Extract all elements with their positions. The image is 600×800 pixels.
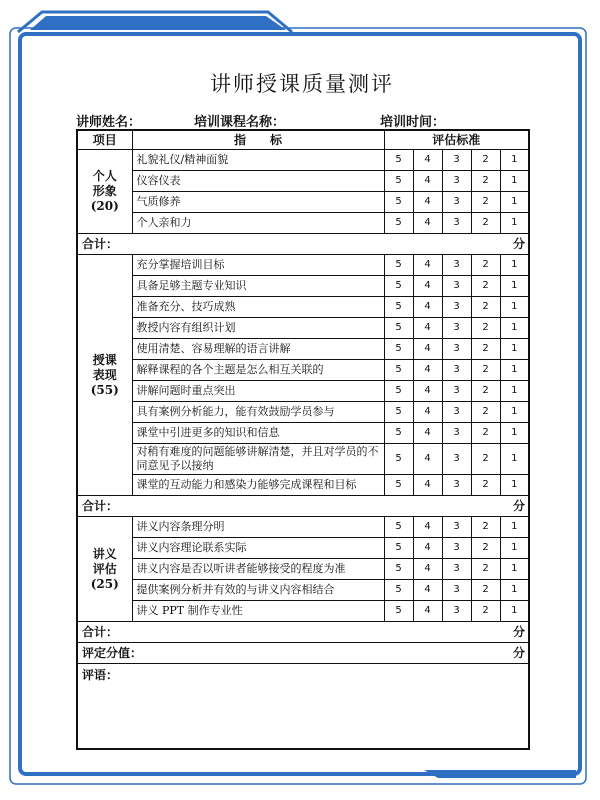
score-option[interactable]: 1 (500, 150, 529, 171)
score-option[interactable]: 4 (413, 171, 442, 192)
score-option[interactable]: 2 (471, 318, 500, 339)
score-option[interactable]: 5 (384, 276, 413, 297)
score-option[interactable]: 2 (471, 360, 500, 381)
comment-cell[interactable] (77, 664, 529, 750)
score-option[interactable]: 3 (442, 150, 471, 171)
section-name-line: 形象 (92, 184, 117, 198)
score-option[interactable]: 2 (471, 297, 500, 318)
score-option[interactable]: 2 (471, 213, 500, 234)
header-row (77, 130, 529, 150)
subtotal-label: 合计： (82, 499, 119, 513)
score-option[interactable]: 5 (384, 150, 413, 171)
score-option[interactable]: 2 (471, 559, 500, 580)
score-option[interactable]: 3 (442, 559, 471, 580)
table-row (77, 213, 529, 234)
score-option[interactable]: 5 (384, 475, 413, 496)
indicator-item: 解释课程的各个主题是怎么相互关联的 (132, 360, 384, 381)
table-row (77, 318, 529, 339)
score-option[interactable]: 1 (500, 297, 529, 318)
score-option[interactable]: 2 (471, 475, 500, 496)
score-option[interactable]: 4 (413, 402, 442, 423)
indicator-item: 课堂中引进更多的知识和信息 (132, 423, 384, 444)
score-option[interactable]: 4 (413, 601, 442, 622)
score-option[interactable]: 2 (471, 381, 500, 402)
score-option[interactable]: 1 (500, 402, 529, 423)
subtotal-row (77, 496, 529, 517)
evaluation-table (76, 129, 530, 750)
score-option[interactable]: 2 (471, 444, 500, 475)
table-row (77, 402, 529, 423)
indicator-item: 准备充分、技巧成熟 (132, 297, 384, 318)
score-option[interactable]: 2 (471, 150, 500, 171)
score-option[interactable]: 1 (500, 213, 529, 234)
table-row (77, 255, 529, 276)
score-option[interactable]: 5 (384, 339, 413, 360)
table-row (77, 517, 529, 538)
info-line (76, 111, 528, 129)
subtotal-row (77, 622, 529, 643)
score-option[interactable]: 4 (413, 255, 442, 276)
score-option[interactable]: 1 (500, 276, 529, 297)
score-option[interactable]: 2 (471, 192, 500, 213)
subtotal-unit: 分 (513, 625, 526, 639)
table-row (77, 444, 529, 475)
score-option[interactable]: 3 (442, 402, 471, 423)
score-option[interactable]: 1 (500, 192, 529, 213)
score-option[interactable]: 1 (500, 423, 529, 444)
score-option[interactable]: 3 (442, 475, 471, 496)
score-option[interactable]: 1 (500, 255, 529, 276)
course-name-label: 培训课程名称： (194, 115, 286, 130)
subtotal-unit: 分 (513, 237, 526, 251)
indicator-item: 具备足够主题专业知识 (132, 276, 384, 297)
table-row (77, 297, 529, 318)
indicator-item: 课堂的互动能力和感染力能够完成课程和目标 (132, 475, 384, 496)
final-score-label: 评定分值： (82, 646, 143, 660)
indicator-item: 提供案例分析并有效的与讲义内容相结合 (132, 580, 384, 601)
score-option[interactable]: 1 (500, 318, 529, 339)
score-option[interactable]: 3 (442, 423, 471, 444)
subtotal-label: 合计： (82, 625, 119, 639)
score-option[interactable]: 5 (384, 297, 413, 318)
table-row (77, 580, 529, 601)
table-row (77, 559, 529, 580)
table-row (77, 171, 529, 192)
comment-row (77, 664, 529, 750)
indicator-item: 讲义 PPT 制作专业性 (132, 601, 384, 622)
score-option[interactable]: 5 (384, 559, 413, 580)
section-name-line: 评估 (92, 561, 117, 576)
score-option[interactable]: 2 (471, 580, 500, 601)
subtotal-cell[interactable] (77, 496, 529, 517)
section-name (77, 517, 132, 622)
comment-label: 评语： (82, 668, 119, 682)
training-time-label: 培训时间： (380, 115, 446, 130)
score-option[interactable]: 4 (413, 360, 442, 381)
score-option[interactable]: 1 (500, 559, 529, 580)
indicator-item: 充分掌握培训目标 (132, 255, 384, 276)
score-option[interactable]: 3 (442, 297, 471, 318)
score-option[interactable]: 5 (384, 171, 413, 192)
section-name-line: 讲义 (92, 546, 117, 561)
table-row (77, 150, 529, 171)
indicator-item: 讲义内容理论联系实际 (132, 538, 384, 559)
score-option[interactable]: 3 (442, 339, 471, 360)
subtotal-cell[interactable] (77, 234, 529, 255)
score-option[interactable]: 1 (500, 339, 529, 360)
section-name-line: (25) (90, 576, 119, 591)
score-option[interactable]: 1 (500, 580, 529, 601)
score-option[interactable]: 2 (471, 276, 500, 297)
score-option[interactable]: 4 (413, 580, 442, 601)
table-row (77, 339, 529, 360)
score-option[interactable]: 4 (413, 192, 442, 213)
score-option[interactable]: 1 (500, 538, 529, 559)
table-row (77, 538, 529, 559)
score-option[interactable]: 3 (442, 276, 471, 297)
indicator-item: 教授内容有组织计划 (132, 318, 384, 339)
final-score-cell[interactable] (77, 643, 529, 664)
score-option[interactable]: 3 (442, 538, 471, 559)
table-row (77, 475, 529, 496)
indicator-item: 讲义内容条理分明 (132, 517, 384, 538)
score-option[interactable]: 1 (500, 601, 529, 622)
score-option[interactable]: 2 (471, 601, 500, 622)
score-option[interactable]: 5 (384, 601, 413, 622)
indicator-item: 仪容仪表 (132, 171, 384, 192)
score-option[interactable]: 2 (471, 339, 500, 360)
lecturer-name-label: 讲师姓名： (76, 115, 142, 130)
score-option[interactable]: 2 (471, 538, 500, 559)
score-option[interactable]: 4 (413, 213, 442, 234)
score-option[interactable]: 2 (471, 423, 500, 444)
evaluation-sheet (76, 60, 528, 750)
indicator-item: 气质修养 (132, 192, 384, 213)
subtotal-cell[interactable] (77, 622, 529, 643)
score-option[interactable]: 3 (442, 213, 471, 234)
score-option[interactable]: 5 (384, 192, 413, 213)
score-option[interactable]: 4 (413, 517, 442, 538)
final-score-row (77, 643, 529, 664)
score-option[interactable]: 3 (442, 444, 471, 475)
section-name-line: (20) (90, 199, 119, 213)
table-row (77, 192, 529, 213)
score-option[interactable]: 3 (442, 318, 471, 339)
score-option[interactable]: 4 (413, 559, 442, 580)
header-project: 项目 (77, 130, 132, 150)
score-option[interactable]: 5 (384, 360, 413, 381)
score-option[interactable]: 5 (384, 318, 413, 339)
indicator-item: 讲义内容是否以听讲者能够接受的程度为准 (132, 559, 384, 580)
score-option[interactable]: 3 (442, 255, 471, 276)
indicator-item: 个人亲和力 (132, 213, 384, 234)
score-option[interactable]: 4 (413, 297, 442, 318)
score-option[interactable]: 1 (500, 475, 529, 496)
header-indicator: 指 标 (132, 130, 384, 150)
table-row (77, 276, 529, 297)
subtotal-row (77, 234, 529, 255)
score-option[interactable]: 4 (413, 150, 442, 171)
score-option[interactable]: 3 (442, 517, 471, 538)
score-option[interactable]: 3 (442, 171, 471, 192)
section-name (77, 150, 132, 234)
score-option[interactable]: 5 (384, 255, 413, 276)
score-option[interactable]: 4 (413, 318, 442, 339)
score-option[interactable]: 5 (384, 381, 413, 402)
section-name-line: (55) (90, 382, 119, 397)
score-option[interactable]: 4 (413, 423, 442, 444)
section-name-line: 个人 (92, 169, 117, 183)
score-option[interactable]: 5 (384, 423, 413, 444)
score-option[interactable]: 5 (384, 444, 413, 475)
score-option[interactable]: 2 (471, 402, 500, 423)
score-option[interactable]: 4 (413, 339, 442, 360)
score-option[interactable]: 3 (442, 381, 471, 402)
score-option[interactable]: 3 (442, 580, 471, 601)
score-option[interactable]: 1 (500, 444, 529, 475)
table-row (77, 360, 529, 381)
score-option[interactable]: 1 (500, 171, 529, 192)
score-option[interactable]: 3 (442, 360, 471, 381)
header-rating: 评估标准 (384, 130, 529, 150)
subtotal-unit: 分 (513, 499, 526, 513)
table-row (77, 601, 529, 622)
score-option[interactable]: 4 (413, 381, 442, 402)
score-option[interactable]: 1 (500, 360, 529, 381)
score-option[interactable]: 3 (442, 601, 471, 622)
score-option[interactable]: 5 (384, 213, 413, 234)
indicator-item: 使用清楚、容易理解的语言讲解 (132, 339, 384, 360)
final-score-unit: 分 (513, 646, 526, 660)
section-name (77, 255, 132, 496)
score-option[interactable]: 5 (384, 580, 413, 601)
table-row (77, 381, 529, 402)
score-option[interactable]: 2 (471, 171, 500, 192)
score-option[interactable]: 5 (384, 517, 413, 538)
score-option[interactable]: 4 (413, 444, 442, 475)
score-option[interactable]: 1 (500, 517, 529, 538)
score-option[interactable]: 4 (413, 475, 442, 496)
score-option[interactable]: 5 (384, 538, 413, 559)
indicator-item: 对稍有难度的问题能够讲解清楚，并且对学员的不同意见予以接纳 (132, 444, 384, 475)
section-name-line: 授课 (92, 352, 117, 367)
score-option[interactable]: 2 (471, 255, 500, 276)
page-title: 讲师授课质量测评 (210, 72, 394, 96)
indicator-item: 具有案例分析能力，能有效鼓励学员参与 (132, 402, 384, 423)
section-name-line: 表现 (92, 367, 117, 382)
indicator-item: 讲解问题时重点突出 (132, 381, 384, 402)
score-option[interactable]: 4 (413, 276, 442, 297)
score-option[interactable]: 3 (442, 192, 471, 213)
subtotal-label: 合计： (82, 237, 119, 251)
score-option[interactable]: 1 (500, 381, 529, 402)
score-option[interactable]: 5 (384, 402, 413, 423)
score-option[interactable]: 4 (413, 538, 442, 559)
table-row (77, 423, 529, 444)
score-option[interactable]: 2 (471, 517, 500, 538)
indicator-item: 礼貌礼仪/精神面貌 (132, 150, 384, 171)
